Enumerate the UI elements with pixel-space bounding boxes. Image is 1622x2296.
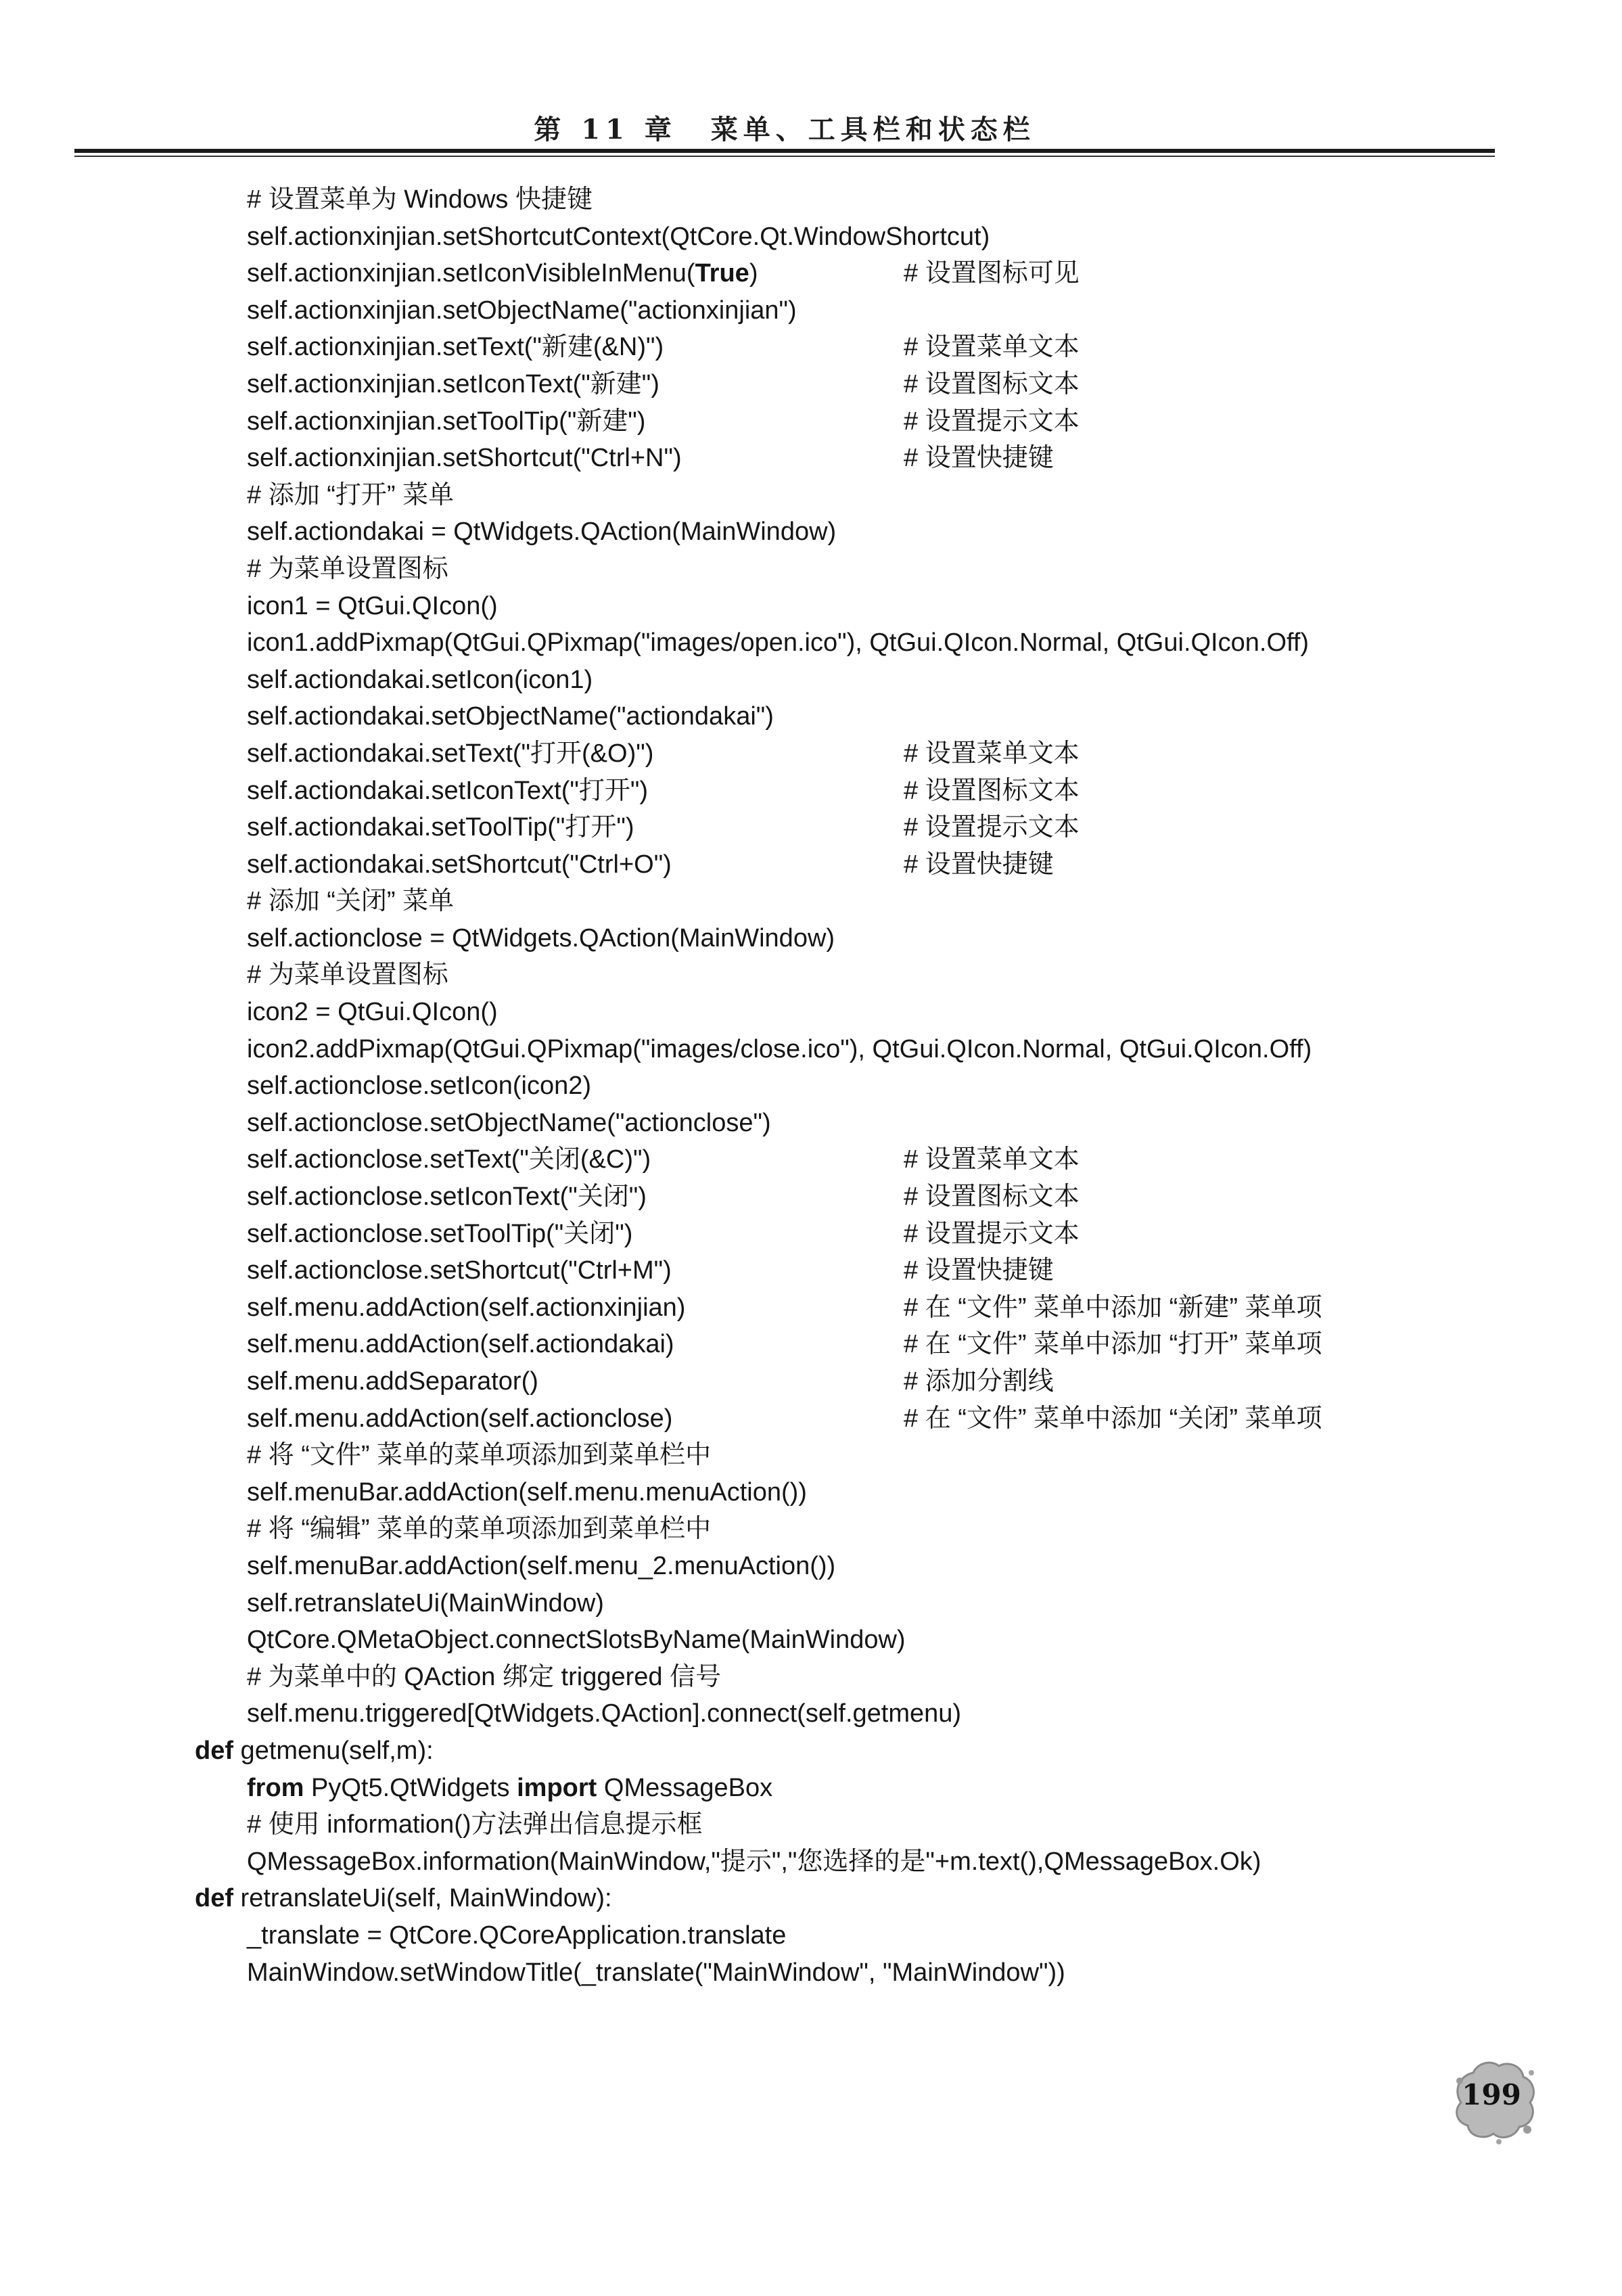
code-segment: self.actiondakai.setToolTip("打开") — [247, 813, 634, 842]
code-line — [0, 1289, 1622, 1327]
code-line — [0, 1806, 1622, 1843]
keyword: def — [195, 1884, 233, 1913]
code-line — [0, 1585, 1622, 1622]
code-segment: # 为菜单设置图标 — [247, 554, 448, 583]
code-text — [247, 1141, 651, 1178]
code-segment: QtCore.QMetaObject.connectSlotsByName(MainWindow) — [247, 1626, 906, 1655]
page-header — [74, 108, 1495, 157]
code-comment: # 设置快捷键 — [904, 1256, 1054, 1285]
code-segment: self.actionxinjian.setText("新建(&N)") — [247, 333, 664, 362]
code-text — [247, 1289, 685, 1327]
code-comment: # 设置图标文本 — [904, 776, 1080, 805]
code-line — [0, 1622, 1622, 1659]
code-segment: # 为菜单中的 QAction 绑定 triggered 信号 — [247, 1662, 722, 1691]
code-line — [0, 994, 1622, 1031]
code-line — [0, 773, 1622, 810]
code-comment: # 设置快捷键 — [904, 444, 1054, 473]
code-line — [0, 551, 1622, 588]
code-line — [0, 1548, 1622, 1585]
code-text — [247, 1178, 647, 1216]
code-text — [247, 698, 774, 735]
code-text — [247, 957, 448, 994]
code-line — [0, 1843, 1622, 1881]
code-text — [247, 403, 645, 440]
code-segment: self.menuBar.addAction(self.menu.menuAction()) — [247, 1477, 807, 1507]
code-segment: self.actiondakai.setText("打开(&O)") — [247, 739, 654, 768]
keyword: def — [195, 1736, 233, 1765]
code-text — [247, 1474, 807, 1511]
code-text — [247, 1326, 674, 1363]
code-segment: icon1 = QtGui.QIcon() — [247, 591, 498, 620]
code-segment: self.menuBar.addAction(self.menu_2.menuAction()) — [247, 1551, 836, 1580]
code-line — [0, 1252, 1622, 1289]
code-segment: retranslateUi(self, MainWindow): — [233, 1884, 612, 1913]
code-line — [0, 846, 1622, 883]
code-segment: self.actiondakai.setIconText("打开") — [247, 776, 648, 805]
code-comment: # 在 “文件” 菜单中添加 “关闭” 菜单项 — [904, 1404, 1322, 1433]
code-comment: # 添加分割线 — [904, 1367, 1054, 1396]
code-segment: self.retranslateUi(MainWindow) — [247, 1588, 604, 1617]
code-segment: # 使用 information()方法弹出信息提示框 — [247, 1810, 703, 1839]
code-segment: self.actionxinjian.setObjectName("actionxinjian") — [247, 296, 797, 325]
code-comment: # 设置菜单文本 — [904, 333, 1080, 362]
keyword: from — [247, 1773, 304, 1802]
code-segment: # 设置菜单为 Windows 快捷键 — [247, 185, 593, 214]
code-segment: # 将 “编辑” 菜单的菜单项添加到菜单栏中 — [247, 1515, 712, 1544]
code-text — [247, 624, 1309, 662]
code-line — [0, 292, 1622, 329]
code-line — [0, 366, 1622, 403]
code-text — [247, 809, 634, 846]
code-comment: # 设置提示文本 — [904, 407, 1080, 436]
code-line — [0, 1067, 1622, 1105]
code-segment: self.menu.addAction(self.actiondakai) — [247, 1330, 674, 1359]
code-line — [0, 1326, 1622, 1363]
code-text — [195, 1732, 434, 1770]
code-text — [247, 219, 990, 256]
code-text — [247, 1585, 604, 1622]
code-text — [247, 1252, 672, 1289]
code-text — [247, 1105, 771, 1142]
code-text — [247, 1067, 591, 1105]
code-segment: self.actiondakai.setShortcut("Ctrl+O") — [247, 850, 672, 879]
code-text — [247, 588, 498, 625]
code-segment: self.menu.addSeparator() — [247, 1367, 538, 1396]
code-line — [0, 181, 1622, 219]
code-line — [0, 883, 1622, 920]
code-segment: self.menu.triggered[QtWidgets.QAction].connect(self.getmenu) — [247, 1699, 962, 1728]
code-line — [0, 1105, 1622, 1142]
code-segment: getmenu(self,m): — [233, 1736, 434, 1765]
code-line — [0, 329, 1622, 366]
code-comment: # 设置图标文本 — [904, 1183, 1080, 1212]
header-rule — [74, 149, 1495, 153]
chapter-number: 第 11 章 — [534, 114, 677, 145]
code-line — [0, 1695, 1622, 1732]
code-segment: self.menu.addAction(self.actionxinjian) — [247, 1293, 686, 1322]
page-number: 199 — [1462, 2078, 1521, 2111]
header-rule-thin — [74, 156, 1495, 157]
code-text — [247, 846, 672, 883]
code-segment: self.actiondakai.setObjectName("actiondakai") — [247, 702, 774, 731]
code-text — [247, 883, 454, 920]
code-comment: # 在 “文件” 菜单中添加 “打开” 菜单项 — [904, 1330, 1322, 1359]
code-line — [0, 1732, 1622, 1770]
code-listing — [0, 181, 1622, 1991]
code-text — [247, 440, 682, 477]
code-line — [0, 1917, 1622, 1954]
code-text — [247, 292, 797, 329]
code-comment: # 设置菜单文本 — [904, 739, 1080, 768]
code-text — [247, 1363, 538, 1400]
code-text — [247, 513, 836, 551]
code-segment: self.actionclose.setIcon(icon2) — [247, 1072, 592, 1101]
code-line — [0, 1031, 1622, 1068]
code-line — [0, 735, 1622, 773]
code-comment: # 在 “文件” 菜单中添加 “新建” 菜单项 — [904, 1293, 1322, 1322]
code-text — [247, 1770, 772, 1807]
code-text — [247, 1954, 1065, 1992]
chapter-name: 菜单、工具栏和状态栏 — [710, 114, 1036, 145]
code-comment: # 设置图标可见 — [904, 259, 1080, 288]
code-text — [247, 329, 664, 366]
code-segment: self.actionxinjian.setShortcutContext(QtCore.Qt.WindowShortcut) — [247, 222, 990, 251]
code-line — [0, 1437, 1622, 1474]
code-line — [0, 477, 1622, 514]
code-segment: # 为菜单设置图标 — [247, 961, 448, 990]
code-line — [0, 662, 1622, 699]
code-segment: MainWindow.setWindowTitle(_translate("MainWindow", "MainWindow")) — [247, 1958, 1065, 1987]
code-line — [0, 1880, 1622, 1917]
code-text — [247, 920, 835, 957]
keyword: import — [517, 1773, 597, 1802]
code-text — [247, 1031, 1312, 1068]
code-segment: QMessageBox — [597, 1773, 773, 1802]
code-segment: # 添加 “关闭” 菜单 — [247, 887, 455, 916]
code-segment: self.actiondakai.setIcon(icon1) — [247, 665, 593, 694]
code-text — [247, 662, 593, 699]
code-comment: # 设置快捷键 — [904, 850, 1054, 879]
code-line — [0, 1954, 1622, 1992]
code-comment: # 设置提示文本 — [904, 813, 1080, 842]
code-text — [247, 1400, 672, 1438]
code-line — [0, 1511, 1622, 1548]
code-text — [247, 477, 454, 514]
code-segment: # 将 “文件” 菜单的菜单项添加到菜单栏中 — [247, 1441, 712, 1470]
code-text — [247, 1622, 906, 1659]
code-line — [0, 920, 1622, 957]
code-segment: icon1.addPixmap(QtGui.QPixmap("images/open.ico"), QtGui.QIcon.Normal, QtGui.QIcon.Off) — [247, 628, 1310, 658]
code-line — [0, 1770, 1622, 1807]
code-text — [247, 551, 448, 588]
code-comment: # 设置图标文本 — [904, 369, 1080, 398]
code-text — [247, 735, 653, 773]
code-line — [0, 698, 1622, 735]
code-line — [0, 957, 1622, 994]
code-segment: self.actionclose.setObjectName("actionclose") — [247, 1108, 771, 1137]
code-line — [0, 1216, 1622, 1253]
code-line — [0, 513, 1622, 551]
code-segment: self.actionxinjian.setToolTip("新建") — [247, 407, 646, 436]
code-text — [247, 366, 659, 403]
code-line — [0, 624, 1622, 662]
chapter-title — [74, 108, 1495, 147]
code-segment: self.actionxinjian.setShortcut("Ctrl+N") — [247, 444, 682, 473]
code-segment: self.actionclose = QtWidgets.QAction(MainWindow) — [247, 923, 835, 952]
code-text — [247, 1511, 711, 1548]
code-text — [247, 1806, 703, 1843]
code-segment: self.actionxinjian.setIconVisibleInMenu( — [247, 259, 695, 288]
code-line — [0, 1474, 1622, 1511]
code-segment: ) — [749, 259, 758, 288]
code-line — [0, 440, 1622, 477]
page-number-badge — [1441, 2050, 1542, 2151]
code-line — [0, 1659, 1622, 1696]
code-line — [0, 1363, 1622, 1400]
code-segment: # 添加 “打开” 菜单 — [247, 480, 455, 509]
code-segment: QMessageBox.information(MainWindow,"提示","您选择的是"+m.text(),QMessageBox.Ok) — [247, 1847, 1261, 1876]
code-segment: _translate = QtCore.QCoreApplication.translate — [247, 1921, 787, 1950]
code-line — [0, 1400, 1622, 1438]
code-text — [247, 1548, 835, 1585]
code-line — [0, 403, 1622, 440]
code-text — [247, 181, 593, 219]
code-comment: # 设置提示文本 — [904, 1219, 1080, 1248]
code-text — [247, 1659, 721, 1696]
code-text — [247, 994, 498, 1031]
keyword: True — [695, 259, 749, 288]
code-segment: self.actiondakai = QtWidgets.QAction(MainWindow) — [247, 518, 837, 547]
code-segment: icon2 = QtGui.QIcon() — [247, 998, 498, 1027]
code-text — [247, 1843, 1261, 1881]
code-segment: self.actionclose.setShortcut("Ctrl+M") — [247, 1256, 672, 1285]
code-segment: self.actionclose.setIconText("关闭") — [247, 1183, 647, 1212]
code-segment: PyQt5.QtWidgets — [304, 1773, 517, 1802]
code-line — [0, 219, 1622, 256]
code-text — [247, 1216, 632, 1253]
code-line — [0, 1178, 1622, 1216]
code-segment: icon2.addPixmap(QtGui.QPixmap("images/close.ico"), QtGui.QIcon.Normal, QtGui.QIcon.Off) — [247, 1034, 1312, 1063]
code-segment: self.menu.addAction(self.actionclose) — [247, 1404, 673, 1433]
code-text — [247, 773, 648, 810]
code-segment: self.actionxinjian.setIconText("新建") — [247, 369, 659, 398]
code-line — [0, 809, 1622, 846]
code-line — [0, 255, 1622, 292]
code-line — [0, 588, 1622, 625]
code-line — [0, 1141, 1622, 1178]
code-text — [195, 1880, 612, 1917]
code-text — [247, 1695, 961, 1732]
code-text — [247, 255, 758, 292]
code-comment: # 设置菜单文本 — [904, 1145, 1080, 1174]
code-text — [247, 1437, 711, 1474]
code-text — [247, 1917, 786, 1954]
code-segment: self.actionclose.setText("关闭(&C)") — [247, 1145, 651, 1174]
code-segment: self.actionclose.setToolTip("关闭") — [247, 1219, 633, 1248]
